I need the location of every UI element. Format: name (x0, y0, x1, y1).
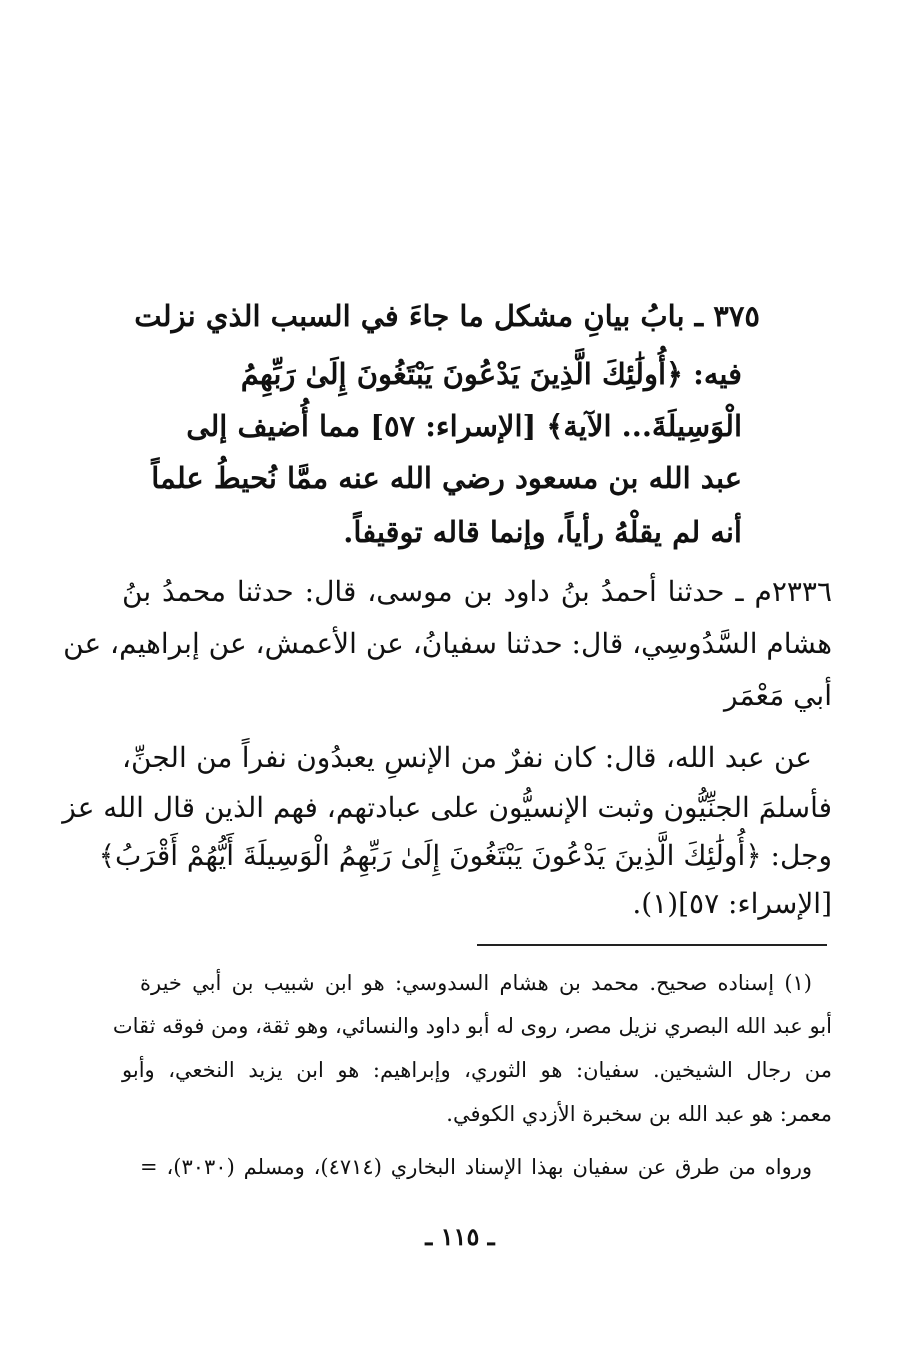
matn-line: وجل: ﴿أُولَٰئِكَ الَّذِينَ يَدْعُونَ يَبْتَغُونَ إِلَىٰ رَبِّهِمُ الْوَسِيلَةَ أَيُّهُمْ أَقْرَبُ﴾ (98, 839, 832, 872)
footnote-line: أبو عبد الله البصري نزيل مصر، روى له أبو داود والنسائي، وهو ثقة، ومن فوقه ثقات (112, 1014, 832, 1038)
footnote-separator (477, 944, 827, 946)
chapter-heading-line: ٣٧٥ ـ بابُ بيانِ مشكل ما جاءَ في السبب الذي نزلت (134, 299, 760, 333)
footnote-line: معمر: هو عبد الله بن سخبرة الأزدي الكوفي. (446, 1102, 832, 1126)
footnote-line: (١) إسناده صحيح. محمد بن هشام السدوسي: هو ابن شبيب بن أبي خيرة (140, 971, 812, 995)
chapter-heading-line: عبد الله بن مسعود رضي الله عنه ممَّا نُحيطُ علماً (151, 461, 742, 495)
isnad-line: ٢٣٣٦م ـ حدثنا أحمدُ بنُ داود بن موسى، قال: حدثنا محمدُ بنُ (122, 575, 832, 608)
matn-line: عن عبد الله، قال: كان نفرٌ من الإنسِ يعبدُون نفراً من الجنِّ، (122, 741, 812, 774)
isnad-line: هشام السَّدُوسِي، قال: حدثنا سفيانُ، عن الأعمش، عن إبراهيم، عن (63, 627, 832, 660)
footnote-line: من رجال الشيخين. سفيان: هو الثوري، وإبراهيم: هو ابن يزيد النخعي، وأبو (122, 1058, 832, 1082)
chapter-heading-line: فيه: ﴿أُولَٰئِكَ الَّذِينَ يَدْعُونَ يَبْتَغُونَ إِلَىٰ رَبِّهِمُ (240, 357, 742, 391)
chapter-heading-line: أنه لم يقلْهُ رأياً، وإنما قاله توقيفاً. (343, 515, 742, 549)
matn-line: فأسلمَ الجنِّيُّون وثبت الإنسيُّون على عبادتهم، فهم الذين قال الله عز (62, 791, 832, 824)
footnote-line: ورواه من طرق عن سفيان بهذا الإسناد البخاري (٤٧١٤)، ومسلم (٣٠٣٠)، = (140, 1155, 812, 1179)
matn-line: [الإسراء: ٥٧](١). (632, 887, 832, 920)
chapter-heading-line: الْوَسِيلَةَ... الآية﴾ [الإسراء: ٥٧] مما أُضيف إلى (186, 409, 742, 443)
isnad-line: أبي مَعْمَر (724, 679, 832, 712)
page-number: ـ ١١٥ ـ (425, 1222, 495, 1251)
